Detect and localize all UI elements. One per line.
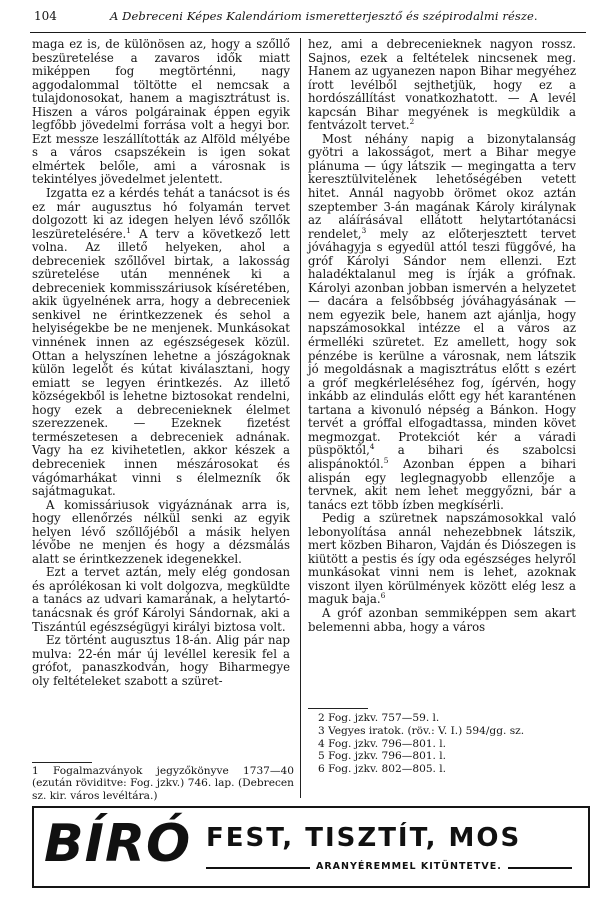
footnote-mark: 4 [369,442,375,452]
footnote-mark: 3 [361,225,367,235]
paragraph-text: Pedig a szüretnek napszámosokkal való lebonyolítása annál nehezebbnek látszik, mert közben Biharon, Vajdán és Diószegen is kiütött a pestis és így oda egészséges helyről munkásokat vinni nem is lehet, azoknak viszont ilyen körülmények között elég lesz a maguk baja. [308,511,576,607]
paragraph-text: A terv a következő lett volna. Az illető helyeken, ahol a debreceniek szőllővel birtak, a lakosság szüretelése után mennének ki a debreceniek kommisszáriusok kíséretében, akik ügyelnének arra, hogy a debreceniek senkivel ne érintkezzenek és sehol a helyiségekbe be ne menjenek. Munkásokat vinnének innen az egészségesek közül. Ottan a helyszínen lehetne a jószágoknak külön legelőt és kútat kiválasztani, hogy emiatt se legyen érintkezés. Az illető községekből is lehetne biztosokat rendelni, hogy ezek a debrecenieknek élelmet szerezzenek. — Ezeknek fizetést természetesen a debreceniek adnának. Vagy ha ez kivihetetlen, akkor készek a debreceniek innen mészárosokat és vágómarhákat vinni s élelmezník ők sajátmagukat. [32,226,290,499]
column-divider [300,38,301,798]
footnote: 4 Fog. jzkv. 796—801. l. [318,737,447,750]
paragraph-text: a bihari és szabolcsi alispánoktól. [308,443,576,471]
ad-brand: BÍRÓ [44,814,192,874]
left-paragraph: Ez történt augusztus 18-án. Alig pár nap mulva: 22-én már új levéllel keresik fel a grófot, panaszkodván, hogy Biharmegye oly feltételeket szabott a szüret- [32,633,290,688]
header-rule [30,32,586,33]
left-paragraph: maga ez is, de különösen az, hogy a szőllő beszüretelése a zavaros idők miatt miképpen fog megtörténni, nagy aggodalommal töltötte el nemcsak a tulajdonosokat, hanem a magisztrátust is. Hiszen a város polgárainak éppen egyik legfőbb jövedelmi forrása volt a hegyi bor. Ezt messze leszállították az Alföld mélyébe s a város csapszékein is igen sokat elmértek belőle, ami a városnak is tekintélyes jövedelmet jelentett. [32,37,290,187]
paragraph-text: Izgatta ez a kérdés tehát a tanácsot is és ez már augusztus hó folyamán tervet dolgozott ki az idegen helyen lévő szőllők leszüretelésére. [32,186,290,241]
footnote-rule [32,762,92,763]
paragraph-text: Most néhány napig a bizonytalanság gyötri a lakosságot, mert a Bihar megye plánuma — úgy látszik — megingatta a terv keresztülvitelének lehetőségében vetett hitet. Annál nagyobb örömet okoz aztán szeptember 3-án magának Károly királynak az aláírásával ellátott helytartótanácsi rendelet, [308,131,576,241]
page-number: 104 [34,9,57,23]
footnote: 2 Fog. jzkv. 757—59. l. [318,712,440,724]
ad-rule [206,867,310,869]
right-footnotes [318,712,580,776]
left-column [32,38,290,688]
footnote-mark: 6 [380,591,386,601]
ad-slogan: FEST, TISZTÍT, MOS [206,823,522,853]
paragraph-text: Azonban éppen a bihari alispán egy leglegnagyobb ellenzője a tervnek, akit nem lehet meggyőzni, bár a tanács ezt több ízben megkísérli. [308,456,576,512]
right-paragraph [308,512,576,607]
right-paragraph [308,133,576,512]
left-paragraph: Ezt a tervet aztán, mely elég gondosan és aprólékosan ki volt dolgozva, megküldte a tanács az udvari kamarának, a helytartó-tanácsnak és gróf Károlyi Sándornak, aki a Tiszántúl egészségügyi királyi biztosa volt. [32,565,290,634]
footnote-mark: 1 [126,225,132,235]
right-column [308,38,576,634]
footnote-mark: 2 [409,117,415,127]
running-head-title: A Debreceni Képes Kalendáriom ismeretterjesztő és szépirodalmi része. [110,9,538,23]
left-footnotes [32,765,294,802]
right-paragraph: A gróf azonban semmiképpen sem akart belemenni abba, hogy a város [308,605,576,634]
left-paragraph: A komissáriusok vigyáznának arra is, hogy ellenőrzés nélkül senki az egyik helyen lévő szőllőjéből a másik helyen lévőbe ne menjen és hogy a dézsmálás alatt se érintkezzenek idegenekkel. [32,497,290,566]
running-head [30,6,590,26]
footnote-mark: 5 [383,456,389,466]
advertisement [32,806,590,888]
footnote-rule [308,708,368,709]
ad-rule [508,867,572,869]
left-paragraph [32,187,290,499]
paragraph-text: hez, ami a debrecenieknek nagyon rossz. Sajnos, ezek a feltételek nincsenek meg. Hanem az ugyanezen napon Bihar megyéhez írott levélből sejthetjük, hogy ez a hordószállítást vonatkozhatott. — A levél kapcsán Bihar megyének is megküldik a fentvázolt tervet. [308,37,576,133]
paragraph-text: mely az előterjesztett tervet jóváhagyja s egyedül attól teszi függővé, ha gróf Károlyi Sándor nem ellenzi. Ezt haladéktalanul meg is írják a grófnak. Károlyi azonban jobban ismervén a helyzetet — dacára a felsőbbség jóváhagyásának — nem egyezik bele, hanem azt ajánlja, hogy napszámosokkal intézze el a város az érmelléki szüretet. Ez amellett, hogy sok pénzébe is kerülne a városnak, nem látszik jó megoldásnak a magisztrátus előtt s ezért a gróf megkérleléséhez fog, ígérvén, hogy inkább az elindulás előtt egy hét karanténen tartana a kivonuló népség a Bánkon. Hogy tervét a gróffal elfogadtassa, minden követ megmozgat. Protekciót kér a váradi püspöktől, [308,226,576,458]
ad-award: ARANYÉREMMEL KITÜNTETVE. [316,861,502,872]
footnote: 3 Vegyes iratok. (röv.: V. I.) 594/gg. sz. [318,724,525,737]
right-paragraph [308,38,576,133]
ad-award-line [206,860,572,874]
footnote: 6 Fog. jzkv. 802—805. l. [318,763,447,776]
footnote: 1 Fogalmazványok jegyzőkönyve 1737—40 (ezután röviditve: Fog. jzkv.) 746. lap. (Debrecen sz. kir. város levéltára.) [32,765,294,802]
footnote: 5 Fog. jzkv. 796—801. l. [318,750,447,763]
